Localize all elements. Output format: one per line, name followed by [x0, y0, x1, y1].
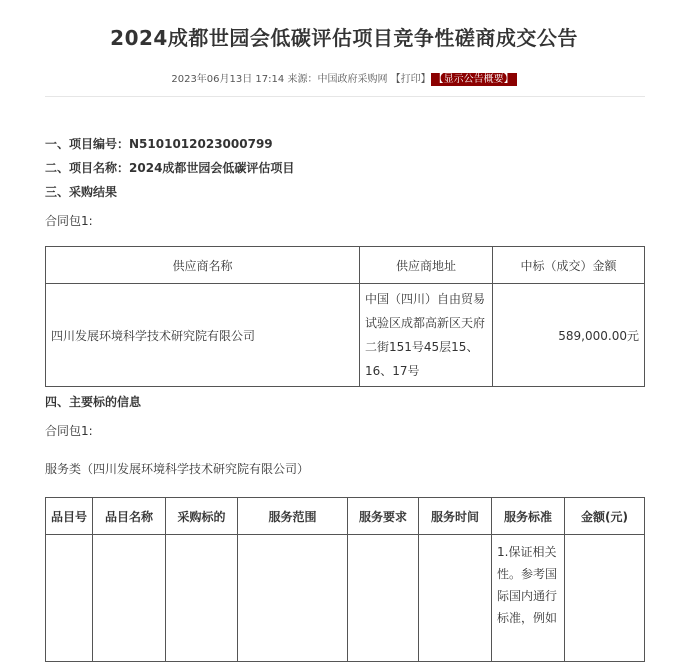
header-service-scope: 服务范围: [238, 498, 348, 535]
service-category: 服务类（四川发展环境科学技术研究院有限公司）: [45, 462, 310, 476]
supplier-address: 中国（四川）自由贸易试验区成都高新区天府二街151号45层15、16、17号: [360, 284, 493, 387]
service-scope-cell: [238, 535, 348, 662]
project-name-line: [45, 159, 294, 176]
header-item-name: 品目名称: [93, 498, 166, 535]
project-number-label: 一、项目编号：: [45, 137, 130, 151]
header-service-time: 服务时间: [419, 498, 492, 535]
item-name-cell: [93, 535, 166, 662]
article-meta: [0, 70, 688, 86]
header-supplier-address: 供应商地址: [360, 247, 493, 284]
result-heading: 三、采购结果: [45, 185, 118, 199]
table-row: [46, 284, 645, 387]
supplier-name: 四川发展环境科学技术研究院有限公司: [46, 284, 360, 387]
award-amount: 589,000.00元: [493, 284, 645, 387]
print-link[interactable]: 【打印】: [390, 74, 431, 85]
target-table: [45, 497, 645, 662]
result-table-header: [46, 247, 645, 284]
contract-package-label: 合同包1:: [45, 214, 93, 228]
project-name-label: 二、项目名称：: [45, 161, 130, 175]
item-number-cell: [46, 535, 93, 662]
result-table: [45, 246, 645, 387]
header-service-standard: 服务标准: [492, 498, 565, 535]
header-amount: 中标（成交）金额: [493, 247, 645, 284]
header-divider: [45, 96, 645, 97]
procurement-target-cell: [166, 535, 238, 662]
header-supplier-name: 供应商名称: [46, 247, 360, 284]
source-link[interactable]: 中国政府采购网: [317, 74, 388, 85]
service-time-cell: [419, 535, 492, 662]
service-requirements-cell: [348, 535, 419, 662]
project-name: 2024成都世园会低碳评估项目: [129, 161, 295, 175]
project-number-line: [45, 135, 273, 152]
table-row: [46, 535, 645, 662]
amount-cell: [565, 535, 645, 662]
header-item-number: 品目号: [46, 498, 93, 535]
service-standard-cell: 1.保证相关性。参考国际国内通行标准，例如: [492, 535, 565, 662]
show-summary-button[interactable]: 【显示公告概要】: [431, 73, 517, 86]
target-table-header: [46, 498, 645, 535]
target-heading: 四、主要标的信息: [45, 395, 142, 409]
publish-datetime: 2023年06月13日 17:14: [171, 74, 285, 85]
header-amount-yuan: 金额(元): [565, 498, 645, 535]
page-title: 2024成都世园会低碳评估项目竞争性磋商成交公告: [110, 26, 578, 50]
header-service-requirements: 服务要求: [348, 498, 419, 535]
project-number: N5101012023000799: [129, 137, 273, 151]
header-procurement-target: 采购标的: [166, 498, 238, 535]
contract-package-label: 合同包1:: [45, 424, 93, 438]
source-label: 来源：: [287, 74, 318, 85]
